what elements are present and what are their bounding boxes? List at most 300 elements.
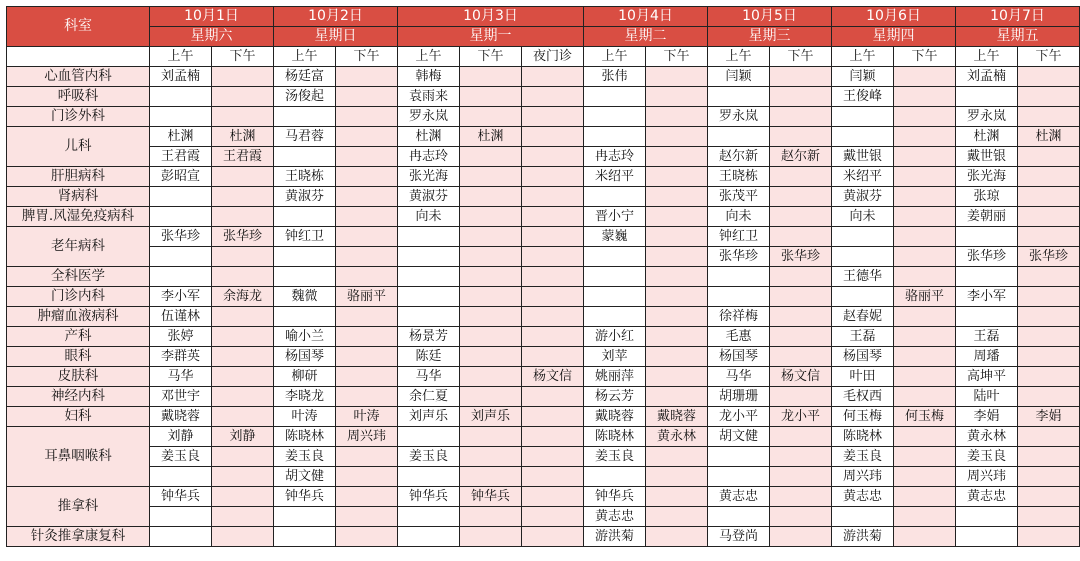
table-row: [7, 367, 1080, 387]
doctor-cell: [1018, 187, 1080, 207]
doctor-cell: 胡文健: [708, 427, 770, 447]
doctor-cell: [212, 407, 274, 427]
table-row: [7, 487, 1080, 507]
doctor-cell: [398, 287, 460, 307]
doctor-cell: 闫颖: [832, 67, 894, 87]
table-row: [7, 287, 1080, 307]
doctor-cell: [584, 307, 646, 327]
doctor-cell: 王晓栋: [708, 167, 770, 187]
doctor-cell: 刘静: [150, 427, 212, 447]
doctor-cell: [770, 67, 832, 87]
doctor-cell: 王德华: [832, 267, 894, 287]
doctor-cell: [522, 387, 584, 407]
doctor-cell: [212, 327, 274, 347]
doctor-cell: 向未: [708, 207, 770, 227]
doctor-cell: [894, 147, 956, 167]
doctor-cell: [894, 427, 956, 447]
table-row: [7, 307, 1080, 327]
date-header: 10月3日: [398, 7, 584, 27]
doctor-cell: 李群英: [150, 347, 212, 367]
doctor-cell: 赵春妮: [832, 307, 894, 327]
doctor-cell: [398, 427, 460, 447]
session-header: 上午: [832, 47, 894, 67]
session-header: 上午: [584, 47, 646, 67]
doctor-cell: [212, 307, 274, 327]
doctor-cell: [212, 267, 274, 287]
doctor-cell: 伍谨林: [150, 307, 212, 327]
doctor-cell: [336, 487, 398, 507]
doctor-cell: 姜朝丽: [956, 207, 1018, 227]
doctor-cell: 游洪菊: [832, 527, 894, 547]
table-row: [7, 447, 1080, 467]
doctor-cell: [1018, 347, 1080, 367]
doctor-cell: 钟华兵: [150, 487, 212, 507]
doctor-cell: 李晓龙: [274, 387, 336, 407]
doctor-cell: 张光海: [398, 167, 460, 187]
doctor-cell: 罗永岚: [398, 107, 460, 127]
table-row: [7, 167, 1080, 187]
doctor-cell: [212, 167, 274, 187]
table-row: [7, 347, 1080, 367]
doctor-cell: [1018, 227, 1080, 247]
doctor-cell: 叶涛: [336, 407, 398, 427]
doctor-cell: [770, 507, 832, 527]
doctor-cell: 游洪菊: [584, 527, 646, 547]
doctor-cell: [274, 507, 336, 527]
doctor-cell: 胡珊珊: [708, 387, 770, 407]
doctor-cell: 魏微: [274, 287, 336, 307]
doctor-cell: [770, 467, 832, 487]
doctor-cell: [646, 207, 708, 227]
doctor-cell: [460, 187, 522, 207]
doctor-cell: [708, 507, 770, 527]
doctor-cell: [770, 287, 832, 307]
doctor-cell: [460, 287, 522, 307]
department-name: 肿瘤血液病科: [7, 307, 150, 327]
doctor-cell: [336, 527, 398, 547]
doctor-cell: [646, 107, 708, 127]
doctor-cell: 姜玉良: [150, 447, 212, 467]
doctor-cell: [708, 447, 770, 467]
table-row: [7, 327, 1080, 347]
doctor-cell: [646, 87, 708, 107]
doctor-cell: [460, 527, 522, 547]
doctor-cell: 钟华兵: [460, 487, 522, 507]
doctor-cell: 黄志忠: [832, 487, 894, 507]
doctor-cell: [212, 207, 274, 227]
doctor-cell: 余海龙: [212, 287, 274, 307]
doctor-cell: 陈晓林: [274, 427, 336, 447]
doctor-cell: [274, 307, 336, 327]
doctor-cell: [584, 287, 646, 307]
doctor-cell: [646, 147, 708, 167]
doctor-cell: 黄淑芬: [398, 187, 460, 207]
doctor-cell: [522, 267, 584, 287]
doctor-cell: [460, 307, 522, 327]
table-row: [7, 147, 1080, 167]
doctor-cell: [460, 107, 522, 127]
doctor-cell: [398, 527, 460, 547]
doctor-cell: [1018, 107, 1080, 127]
doctor-cell: 钟华兵: [274, 487, 336, 507]
doctor-cell: [336, 147, 398, 167]
doctor-cell: [336, 167, 398, 187]
department-name: 眼科: [7, 347, 150, 367]
session-header: 上午: [956, 47, 1018, 67]
doctor-cell: 向未: [398, 207, 460, 227]
doctor-cell: [150, 187, 212, 207]
doctor-cell: [150, 507, 212, 527]
doctor-cell: 蒙巍: [584, 227, 646, 247]
doctor-cell: 杜渊: [956, 127, 1018, 147]
doctor-cell: [832, 107, 894, 127]
doctor-cell: [522, 67, 584, 87]
doctor-cell: [460, 247, 522, 267]
doctor-cell: 张华珍: [212, 227, 274, 247]
doctor-cell: 叶涛: [274, 407, 336, 427]
schedule-body: [7, 67, 1080, 547]
doctor-cell: [522, 467, 584, 487]
doctor-cell: [398, 467, 460, 487]
doctor-cell: [336, 247, 398, 267]
doctor-cell: [832, 287, 894, 307]
weekday-header: 星期日: [274, 27, 398, 47]
doctor-cell: [460, 447, 522, 467]
doctor-cell: 张华珍: [708, 247, 770, 267]
date-header: 10月7日: [956, 7, 1080, 27]
doctor-cell: 向未: [832, 207, 894, 227]
doctor-cell: [646, 247, 708, 267]
doctor-cell: [398, 307, 460, 327]
department-name: 儿科: [7, 127, 150, 167]
doctor-cell: [274, 527, 336, 547]
doctor-cell: 杨廷富: [274, 67, 336, 87]
department-name: 神经内科: [7, 387, 150, 407]
doctor-cell: 喻小兰: [274, 327, 336, 347]
doctor-cell: [336, 187, 398, 207]
doctor-cell: 黄永林: [646, 427, 708, 447]
department-name: 针灸推拿康复科: [7, 527, 150, 547]
doctor-cell: [1018, 167, 1080, 187]
doctor-cell: [646, 67, 708, 87]
doctor-cell: 钟红卫: [274, 227, 336, 247]
doctor-cell: 张婷: [150, 327, 212, 347]
doctor-cell: [460, 227, 522, 247]
doctor-cell: [894, 327, 956, 347]
doctor-cell: [460, 87, 522, 107]
doctor-cell: [212, 447, 274, 467]
doctor-cell: [832, 247, 894, 267]
weekday-header: 星期二: [584, 27, 708, 47]
doctor-cell: [150, 107, 212, 127]
doctor-cell: [646, 327, 708, 347]
doctor-cell: [274, 247, 336, 267]
table-row: [7, 207, 1080, 227]
doctor-cell: [584, 187, 646, 207]
doctor-cell: 张光海: [956, 167, 1018, 187]
doctor-cell: [522, 527, 584, 547]
doctor-cell: 毛惠: [708, 327, 770, 347]
doctor-cell: 陈晓林: [832, 427, 894, 447]
session-header: 夜门诊: [522, 47, 584, 67]
doctor-cell: [460, 167, 522, 187]
doctor-cell: 刘声乐: [460, 407, 522, 427]
doctor-cell: [770, 167, 832, 187]
doctor-cell: [460, 207, 522, 227]
doctor-cell: 晋小宁: [584, 207, 646, 227]
doctor-cell: [1018, 147, 1080, 167]
doctor-cell: [522, 187, 584, 207]
doctor-cell: 陈晓林: [584, 427, 646, 447]
doctor-cell: 胡文健: [274, 467, 336, 487]
department-name: 耳鼻咽喉科: [7, 427, 150, 487]
table-row: [7, 227, 1080, 247]
doctor-cell: [274, 147, 336, 167]
doctor-cell: 姜玉良: [832, 447, 894, 467]
doctor-cell: [522, 427, 584, 447]
doctor-cell: 罗永岚: [956, 107, 1018, 127]
department-name: 门诊外科: [7, 107, 150, 127]
table-row: [7, 527, 1080, 547]
session-header: 上午: [398, 47, 460, 67]
doctor-cell: [336, 207, 398, 227]
doctor-cell: [956, 527, 1018, 547]
doctor-cell: 张华珍: [1018, 247, 1080, 267]
doctor-cell: [522, 87, 584, 107]
date-header: 10月5日: [708, 7, 832, 27]
doctor-cell: [522, 247, 584, 267]
doctor-cell: [1018, 447, 1080, 467]
doctor-cell: [212, 467, 274, 487]
doctor-cell: 米绍平: [584, 167, 646, 187]
doctor-cell: [398, 507, 460, 527]
doctor-cell: [584, 127, 646, 147]
doctor-cell: [770, 227, 832, 247]
doctor-cell: [274, 107, 336, 127]
doctor-cell: [522, 127, 584, 147]
weekday-header: 星期五: [956, 27, 1080, 47]
department-name: 皮肤科: [7, 367, 150, 387]
doctor-cell: [894, 527, 956, 547]
doctor-cell: 戴晓蓉: [150, 407, 212, 427]
doctor-cell: [1018, 427, 1080, 447]
doctor-cell: [646, 507, 708, 527]
doctor-cell: [646, 227, 708, 247]
doctor-cell: [832, 127, 894, 147]
doctor-cell: 刘苹: [584, 347, 646, 367]
doctor-cell: [1018, 287, 1080, 307]
doctor-cell: 杜渊: [398, 127, 460, 147]
doctor-cell: 闫颖: [708, 67, 770, 87]
doctor-cell: [336, 347, 398, 367]
doctor-cell: 汤俊起: [274, 87, 336, 107]
doctor-cell: [770, 307, 832, 327]
doctor-cell: 骆丽平: [336, 287, 398, 307]
doctor-cell: [336, 387, 398, 407]
doctor-cell: [336, 507, 398, 527]
doctor-cell: 骆丽平: [894, 287, 956, 307]
session-header: 下午: [336, 47, 398, 67]
doctor-cell: [894, 267, 956, 287]
doctor-cell: 柳研: [274, 367, 336, 387]
doctor-cell: [1018, 67, 1080, 87]
doctor-cell: 姜玉良: [274, 447, 336, 467]
doctor-cell: [522, 407, 584, 427]
department-name: 推拿科: [7, 487, 150, 527]
doctor-cell: [646, 387, 708, 407]
doctor-cell: 张华珍: [770, 247, 832, 267]
doctor-cell: [646, 527, 708, 547]
department-name: 老年病科: [7, 227, 150, 267]
table-row: [7, 247, 1080, 267]
doctor-cell: 戴晓蓉: [646, 407, 708, 427]
doctor-cell: [212, 107, 274, 127]
doctor-cell: [1018, 467, 1080, 487]
doctor-cell: [336, 107, 398, 127]
doctor-cell: [150, 267, 212, 287]
doctor-cell: [212, 87, 274, 107]
table-row: [7, 407, 1080, 427]
doctor-cell: [1018, 87, 1080, 107]
weekday-header: 星期四: [832, 27, 956, 47]
doctor-cell: [212, 387, 274, 407]
doctor-cell: 黄志忠: [584, 507, 646, 527]
doctor-cell: [956, 307, 1018, 327]
doctor-cell: [522, 327, 584, 347]
doctor-cell: [894, 127, 956, 147]
doctor-cell: 杜渊: [212, 127, 274, 147]
doctor-cell: [708, 467, 770, 487]
doctor-cell: 高坤平: [956, 367, 1018, 387]
doctor-cell: [1018, 327, 1080, 347]
doctor-cell: [770, 207, 832, 227]
doctor-cell: 黄淑芬: [274, 187, 336, 207]
doctor-cell: 杜渊: [1018, 127, 1080, 147]
doctor-cell: [274, 267, 336, 287]
doctor-cell: 杨文信: [522, 367, 584, 387]
doctor-cell: [460, 427, 522, 447]
doctor-cell: [894, 67, 956, 87]
doctor-cell: 黄永林: [956, 427, 1018, 447]
doctor-cell: [1018, 387, 1080, 407]
doctor-cell: [460, 147, 522, 167]
date-header: 10月2日: [274, 7, 398, 27]
session-header: 上午: [708, 47, 770, 67]
doctor-cell: 刘孟楠: [150, 67, 212, 87]
doctor-cell: 钟华兵: [584, 487, 646, 507]
doctor-cell: [274, 207, 336, 227]
doctor-cell: 刘静: [212, 427, 274, 447]
table-row: [7, 187, 1080, 207]
doctor-cell: [894, 167, 956, 187]
doctor-cell: [336, 67, 398, 87]
doctor-cell: 王俊峰: [832, 87, 894, 107]
doctor-cell: [336, 307, 398, 327]
doctor-cell: [212, 67, 274, 87]
doctor-cell: [460, 347, 522, 367]
doctor-cell: [522, 287, 584, 307]
session-header: 下午: [212, 47, 274, 67]
doctor-cell: [956, 227, 1018, 247]
doctor-cell: [460, 387, 522, 407]
date-header: 10月6日: [832, 7, 956, 27]
doctor-cell: [1018, 207, 1080, 227]
session-header: 上午: [274, 47, 336, 67]
table-row: [7, 427, 1080, 447]
doctor-cell: [460, 367, 522, 387]
doctor-cell: 龙小平: [708, 407, 770, 427]
department-name: 门诊内科: [7, 287, 150, 307]
doctor-cell: [832, 227, 894, 247]
doctor-cell: [522, 487, 584, 507]
doctor-cell: 罗永岚: [708, 107, 770, 127]
doctor-cell: [584, 247, 646, 267]
doctor-cell: 毛权西: [832, 387, 894, 407]
doctor-cell: [336, 367, 398, 387]
doctor-cell: 赵尔新: [708, 147, 770, 167]
doctor-cell: [770, 187, 832, 207]
doctor-cell: [1018, 507, 1080, 527]
doctor-cell: 姜玉良: [584, 447, 646, 467]
duty-schedule-table: [6, 6, 1080, 547]
doctor-cell: [646, 127, 708, 147]
doctor-cell: [708, 267, 770, 287]
department-name: 心血管内科: [7, 67, 150, 87]
doctor-cell: [336, 267, 398, 287]
doctor-cell: [894, 207, 956, 227]
doctor-cell: [1018, 367, 1080, 387]
doctor-cell: [336, 127, 398, 147]
doctor-cell: [770, 267, 832, 287]
doctor-cell: [770, 107, 832, 127]
doctor-cell: 张伟: [584, 67, 646, 87]
doctor-cell: [212, 367, 274, 387]
doctor-cell: [584, 87, 646, 107]
doctor-cell: [522, 347, 584, 367]
doctor-cell: [1018, 267, 1080, 287]
doctor-cell: [212, 187, 274, 207]
table-row: [7, 67, 1080, 87]
doctor-cell: [150, 527, 212, 547]
doctor-cell: [646, 307, 708, 327]
doctor-cell: [894, 187, 956, 207]
doctor-cell: [646, 187, 708, 207]
doctor-cell: [460, 267, 522, 287]
department-name: 脾胃.风湿免疫病科: [7, 207, 150, 227]
doctor-cell: [1018, 527, 1080, 547]
department-name: 呼吸科: [7, 87, 150, 107]
doctor-cell: 钟红卫: [708, 227, 770, 247]
doctor-cell: [460, 467, 522, 487]
doctor-cell: [894, 367, 956, 387]
department-name: 肾病科: [7, 187, 150, 207]
department-name: 产科: [7, 327, 150, 347]
doctor-cell: [522, 447, 584, 467]
doctor-cell: [956, 507, 1018, 527]
doctor-cell: 王君霞: [212, 147, 274, 167]
doctor-cell: 李小军: [150, 287, 212, 307]
doctor-cell: [708, 127, 770, 147]
doctor-cell: 邓世宇: [150, 387, 212, 407]
doctor-cell: 王磊: [832, 327, 894, 347]
doctor-cell: 戴世银: [832, 147, 894, 167]
doctor-cell: [770, 487, 832, 507]
doctor-cell: 张茂平: [708, 187, 770, 207]
doctor-cell: [150, 247, 212, 267]
date-header: 10月1日: [150, 7, 274, 27]
doctor-cell: [646, 267, 708, 287]
doctor-cell: [336, 327, 398, 347]
